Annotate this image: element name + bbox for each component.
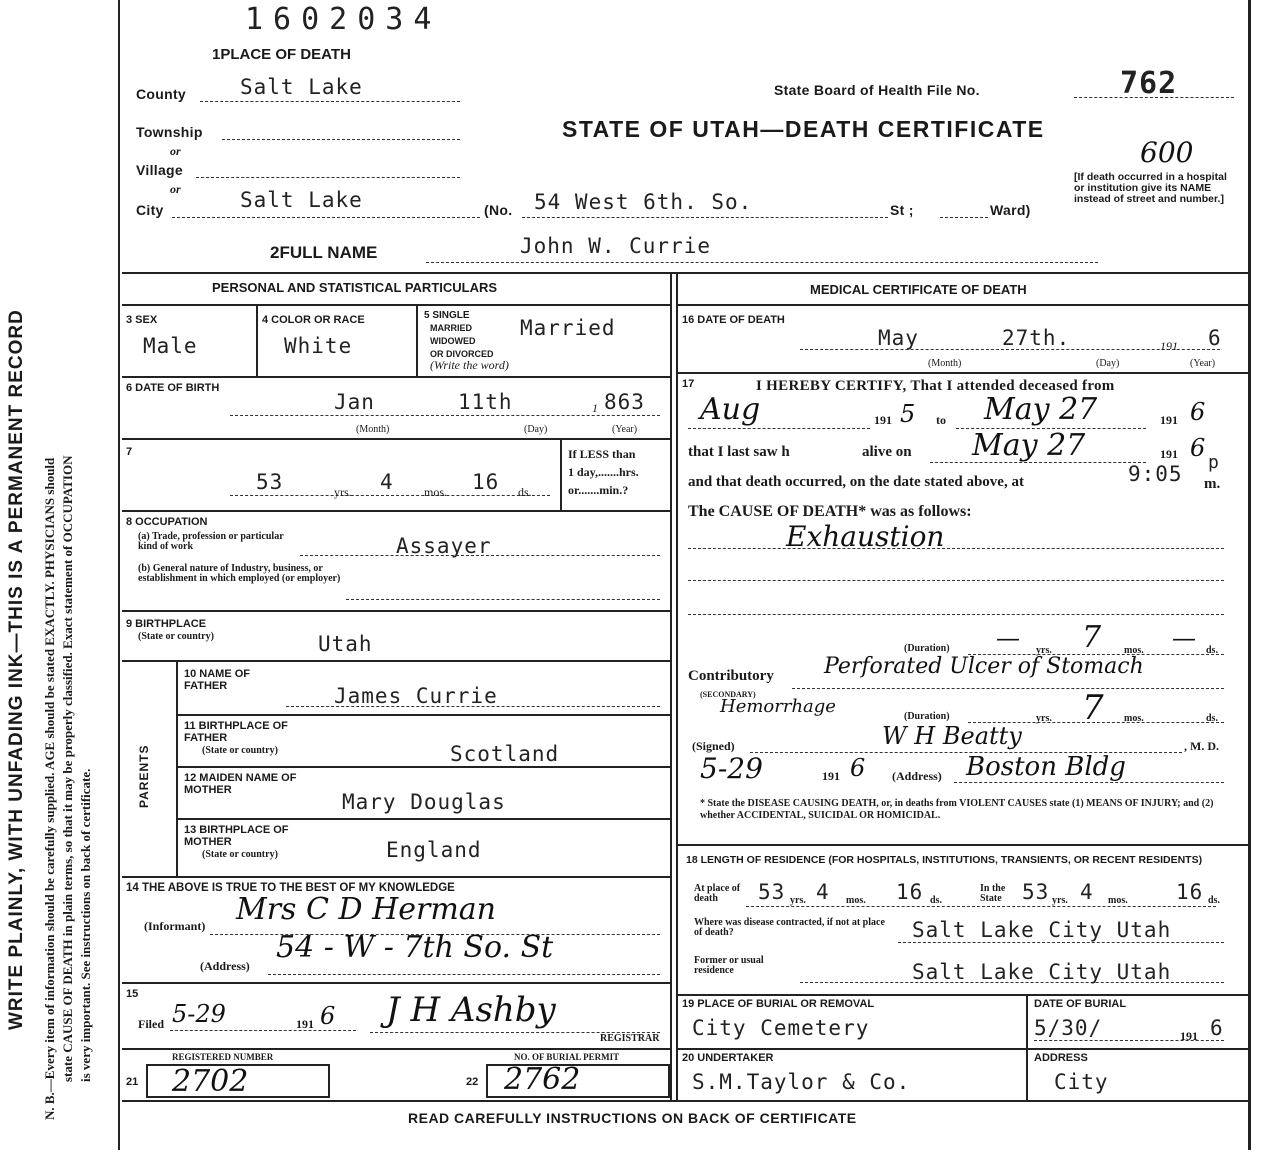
residence-place-yrs-unit: yrs. <box>790 895 806 906</box>
informant-label: (Informant) <box>144 919 206 933</box>
birthplace-value: Utah <box>318 632 373 656</box>
duration-1-ds: — <box>1172 624 1196 652</box>
personal-heading: PERSONAL AND STATISTICAL PARTICULARS <box>212 280 498 295</box>
certificate-title: STATE OF UTAH—DEATH CERTIFICATE <box>562 116 1045 142</box>
residence-place-mos: 4 <box>816 880 830 904</box>
from-year: 5 <box>900 400 916 428</box>
county-value: Salt Lake <box>240 75 363 99</box>
age-days: 16 <box>472 470 500 494</box>
less-than-3: or.......min.? <box>568 483 629 497</box>
signed-date: 5-29 <box>700 752 763 785</box>
former-residence-value: Salt Lake City Utah <box>912 960 1172 984</box>
place-of-death-label: 1PLACE OF DEATH <box>212 46 351 63</box>
residence-state-mos: 4 <box>1080 880 1094 904</box>
street-value: 54 West 6th. So. <box>534 190 753 214</box>
residence-place-yrs: 53 <box>758 880 786 904</box>
m-label: m. <box>1204 476 1221 492</box>
or-label-1: or <box>170 144 181 158</box>
duration-1-ds-unit: ds. <box>1206 645 1218 656</box>
father-birthplace-label: 11 BIRTHPLACE OF FATHER <box>184 720 288 744</box>
dob-day-caption: (Day) <box>524 424 548 435</box>
contracted-value: Salt Lake City Utah <box>912 918 1172 942</box>
residence-state-mos-unit: mos. <box>1108 895 1128 906</box>
signer-address-label: (Address) <box>892 769 942 783</box>
burial-year-prefix: 191 <box>1180 1029 1198 1043</box>
full-name-value: John W. Currie <box>520 234 712 258</box>
residence-label: 18 LENGTH OF RESIDENCE (FOR HOSPITALS, INSTITUTIONS, TRANSIENTS, OR RECENT RESIDENTS) <box>686 854 1203 866</box>
duration-1-mos-unit: mos. <box>1124 645 1144 656</box>
duration-1-yrs: — <box>996 624 1020 652</box>
informant-address: 54 - W - 7th So. St <box>276 930 554 965</box>
burial-date-value: 5/30/ <box>1034 1016 1103 1040</box>
street-no-label: (No. <box>484 202 513 218</box>
margin-note-line2: state CAUSE OF DEATH in plain terms, so that it may be properly classified. Exact statement of OCCUPATION <box>60 455 75 1082</box>
dob-year-caption: (Year) <box>612 424 638 435</box>
dob-day: 11th <box>458 390 513 414</box>
parents-label: PARENTS <box>137 744 151 808</box>
outer-left-border <box>118 0 120 1150</box>
at-place-label: At place of death <box>694 883 741 904</box>
marital-value: Married <box>520 316 616 340</box>
dob-label: 6 DATE OF BIRTH <box>126 382 220 394</box>
permanent-record-notice: WRITE PLAINLY, WITH UNFADING INK—THIS IS A PERMANENT RECORD <box>6 309 27 1030</box>
county-label: County <box>136 86 187 102</box>
death-occurred-label: and that death occurred, on the date stated above, at <box>688 474 1024 490</box>
mother-name-value: Mary Douglas <box>342 790 506 814</box>
item-17-label: 17 <box>682 378 695 390</box>
filed-year: 6 <box>320 1002 336 1030</box>
attended-from-date: Aug <box>700 392 761 427</box>
dod-label: 16 DATE OF DEATH <box>682 314 785 326</box>
township-label: Township <box>136 124 203 140</box>
undertaker-value: S.M.Taylor & Co. <box>692 1070 911 1094</box>
cause-label: The CAUSE OF DEATH* was as follows: <box>688 503 972 520</box>
item-22-label: 22 <box>466 1076 479 1088</box>
father-birthplace-value: Scotland <box>450 742 560 766</box>
dod-year: 6 <box>1208 326 1222 350</box>
last-year: 6 <box>1190 434 1206 462</box>
time-of-death: 9:05 <box>1128 462 1183 486</box>
mother-birthplace-value: England <box>386 838 482 862</box>
filed-year-prefix: 191 <box>296 1017 314 1031</box>
occupation-value: Assayer <box>396 534 492 558</box>
duration-label-1: (Duration) <box>904 643 950 654</box>
ward-label: Ward) <box>990 202 1031 218</box>
from-year-prefix: 191 <box>874 413 892 427</box>
last-saw-label: that I last saw h <box>688 444 790 460</box>
last-saw-date: May 27 <box>972 428 1086 463</box>
duration-1-yrs-unit: yrs. <box>1036 645 1052 656</box>
dod-month: May <box>878 326 919 350</box>
residence-state-yrs-unit: yrs. <box>1052 895 1068 906</box>
certify-statement: I HEREBY CERTIFY, That I attended deceased from <box>756 378 1115 394</box>
cause-value: Exhaustion <box>786 520 945 553</box>
dob-year: 863 <box>604 390 645 414</box>
residence-state-ds-unit: ds. <box>1208 895 1220 906</box>
signed-label: (Signed) <box>692 739 735 753</box>
occupation-label: 8 OCCUPATION <box>126 516 208 528</box>
father-name-value: James Currie <box>334 684 498 708</box>
dob-month-caption: (Month) <box>356 424 390 435</box>
village-label: Village <box>136 162 183 178</box>
residence-place-ds: 16 <box>896 880 924 904</box>
age-ds-unit: ds. <box>518 485 532 499</box>
contracted-label: Where was disease contracted, if not at place of death? <box>694 917 885 938</box>
informant-address-label: (Address) <box>200 959 250 973</box>
less-than-2: 1 day,.......hrs. <box>568 465 639 479</box>
registrar-signature: J H Ashby <box>386 990 556 1030</box>
signed-year-prefix: 191 <box>822 769 840 783</box>
registrar-label: REGISTRAR <box>600 1033 660 1044</box>
file-number-value: 762 <box>1120 66 1178 101</box>
burial-permit-value: 2762 <box>504 1062 581 1097</box>
physician-signature: W H Beatty <box>882 722 1022 750</box>
dod-year-prefix: 191 <box>1160 339 1178 353</box>
city-label: City <box>136 202 164 218</box>
to-year-prefix: 191 <box>1160 413 1178 427</box>
duration-1-mos: 7 <box>1082 620 1102 655</box>
sex-label: 3 SEX <box>126 314 158 326</box>
occupation-b-label: (b) General nature of Industry, business, or establishment in which employed (or employer) <box>138 563 341 584</box>
dob-year-prefix: 1 <box>592 401 598 415</box>
color-value: White <box>284 334 353 358</box>
filed-label: Filed <box>138 1017 164 1031</box>
occupation-a-label: (a) Trade, profession or particular kind of work <box>138 531 284 552</box>
item-15-label: 15 <box>126 988 139 1000</box>
filed-date: 5-29 <box>172 1000 226 1028</box>
age-label: 7 <box>126 446 133 458</box>
to-year: 6 <box>1190 398 1206 426</box>
signed-year: 6 <box>850 754 866 782</box>
undertaker-label: 20 UNDERTAKER <box>682 1052 774 1064</box>
cause-note: * State the DISEASE CAUSING DEATH, or, in deaths from VIOLENT CAUSES state (1) MEANS OF INJURY; and (2) whether ACCIDENTAL, SUICIDAL OR HOMICIDAL. <box>700 798 1214 821</box>
duration-2-yrs-unit: yrs. <box>1036 713 1052 724</box>
secondary-label: (SECONDARY) <box>700 690 756 699</box>
footer-instructions: READ CAREFULLY INSTRUCTIONS ON BACK OF CERTIFICATE <box>408 1110 857 1126</box>
father-birthplace-sub: (State or country) <box>202 745 278 756</box>
dod-year-caption: (Year) <box>1190 358 1216 369</box>
marital-label-1: 5 SINGLE <box>424 310 470 321</box>
mother-name-label: 12 MAIDEN NAME OF MOTHER <box>184 772 297 796</box>
burial-permit-label: NO. OF BURIAL PERMIT <box>514 1052 620 1062</box>
burial-place-label: 19 PLACE OF BURIAL OR REMOVAL <box>682 998 875 1010</box>
dod-day-caption: (Day) <box>1096 358 1120 369</box>
duration-2-mos-unit: mos. <box>1124 713 1144 724</box>
column-divider <box>676 272 678 1100</box>
contributory-value: Perforated Ulcer of Stomach <box>824 654 1144 679</box>
margin-note-line1: N. B.—Every item of information should be carefully supplied. AGE should be stated EXACTLY. PHYSICIANS should <box>42 457 57 1120</box>
dod-day: 27th. <box>1002 326 1071 350</box>
age-yrs-unit: yrs. <box>334 485 352 499</box>
birthplace-sub: (State or country) <box>138 631 214 642</box>
age-months: 4 <box>380 470 394 494</box>
city-value: Salt Lake <box>240 188 363 212</box>
residence-place-ds-unit: ds. <box>930 895 942 906</box>
last-year-prefix: 191 <box>1160 447 1178 461</box>
marital-label-3: WIDOWED <box>430 336 476 346</box>
residence-place-mos-unit: mos. <box>846 895 866 906</box>
age-mos-unit: mos. <box>424 485 448 499</box>
marital-label-5: (Write the word) <box>430 358 509 372</box>
marital-label-4: OR DIVORCED <box>430 349 494 359</box>
full-name-label: 2FULL NAME <box>270 243 378 262</box>
duration-2-ds-unit: ds. <box>1206 713 1218 724</box>
alive-on-label: alive on <box>862 444 912 460</box>
color-label: 4 COLOR OR RACE <box>262 314 365 326</box>
duration-2-mos: 7 <box>1082 688 1104 728</box>
hospital-note: [If death occurred in a hospital or institution give its NAME instead of street and number.] <box>1074 171 1227 205</box>
item-21-label: 21 <box>126 1076 139 1088</box>
residence-state-ds: 16 <box>1176 880 1204 904</box>
burial-year: 6 <box>1210 1016 1224 1040</box>
dob-month: Jan <box>334 390 375 414</box>
margin-note-line3: is very important. See instructions on back of certificate. <box>78 768 93 1082</box>
contributory-label: Contributory <box>688 668 774 684</box>
registered-number-value: 2702 <box>172 1064 249 1099</box>
informant-signature: Mrs C D Herman <box>236 892 496 927</box>
sex-value: Male <box>143 334 198 358</box>
mother-birthplace-sub: (State or country) <box>202 849 278 860</box>
certificate-number: 1602034 <box>245 2 442 37</box>
signer-address: Boston Bldg <box>966 752 1126 782</box>
outer-right-border <box>1248 0 1251 1150</box>
handwritten-600: 600 <box>1140 136 1194 169</box>
medical-heading: MEDICAL CERTIFICATE OF DEATH <box>810 282 1027 297</box>
true-statement-label: 14 THE ABOVE IS TRUE TO THE BEST OF MY KNOWLEDGE <box>126 882 455 894</box>
duration-label-2: (Duration) <box>904 711 950 722</box>
burial-date-label: DATE OF BURIAL <box>1034 998 1127 1010</box>
birthplace-label: 9 BIRTHPLACE <box>126 618 207 630</box>
burial-place-value: City Cemetery <box>692 1016 870 1040</box>
marital-label-2: MARRIED <box>430 323 472 333</box>
age-years: 53 <box>256 470 284 494</box>
or-label-2: or <box>170 182 181 196</box>
former-residence-label: Former or usual residence <box>694 955 764 976</box>
father-name-label: 10 NAME OF FATHER <box>184 668 251 692</box>
to-label: to <box>936 413 946 427</box>
mother-birthplace-label: 13 BIRTHPLACE OF MOTHER <box>184 824 289 848</box>
st-label: St ; <box>890 202 914 218</box>
pm-indicator: p <box>1208 452 1220 473</box>
contributory-value-2: Hemorrhage <box>720 696 836 717</box>
registered-number-label: REGISTERED NUMBER <box>172 1052 274 1062</box>
residence-state-yrs: 53 <box>1022 880 1050 904</box>
in-state-label: In the State <box>980 883 1006 904</box>
file-number-label: State Board of Health File No. <box>774 82 980 98</box>
attended-to-date: May 27 <box>984 392 1098 427</box>
undertaker-address-value: City <box>1054 1070 1109 1094</box>
less-than-1: If LESS than <box>568 447 636 461</box>
dod-month-caption: (Month) <box>928 358 962 369</box>
undertaker-address-label: ADDRESS <box>1034 1052 1088 1064</box>
md-label: , M. D. <box>1184 739 1219 753</box>
